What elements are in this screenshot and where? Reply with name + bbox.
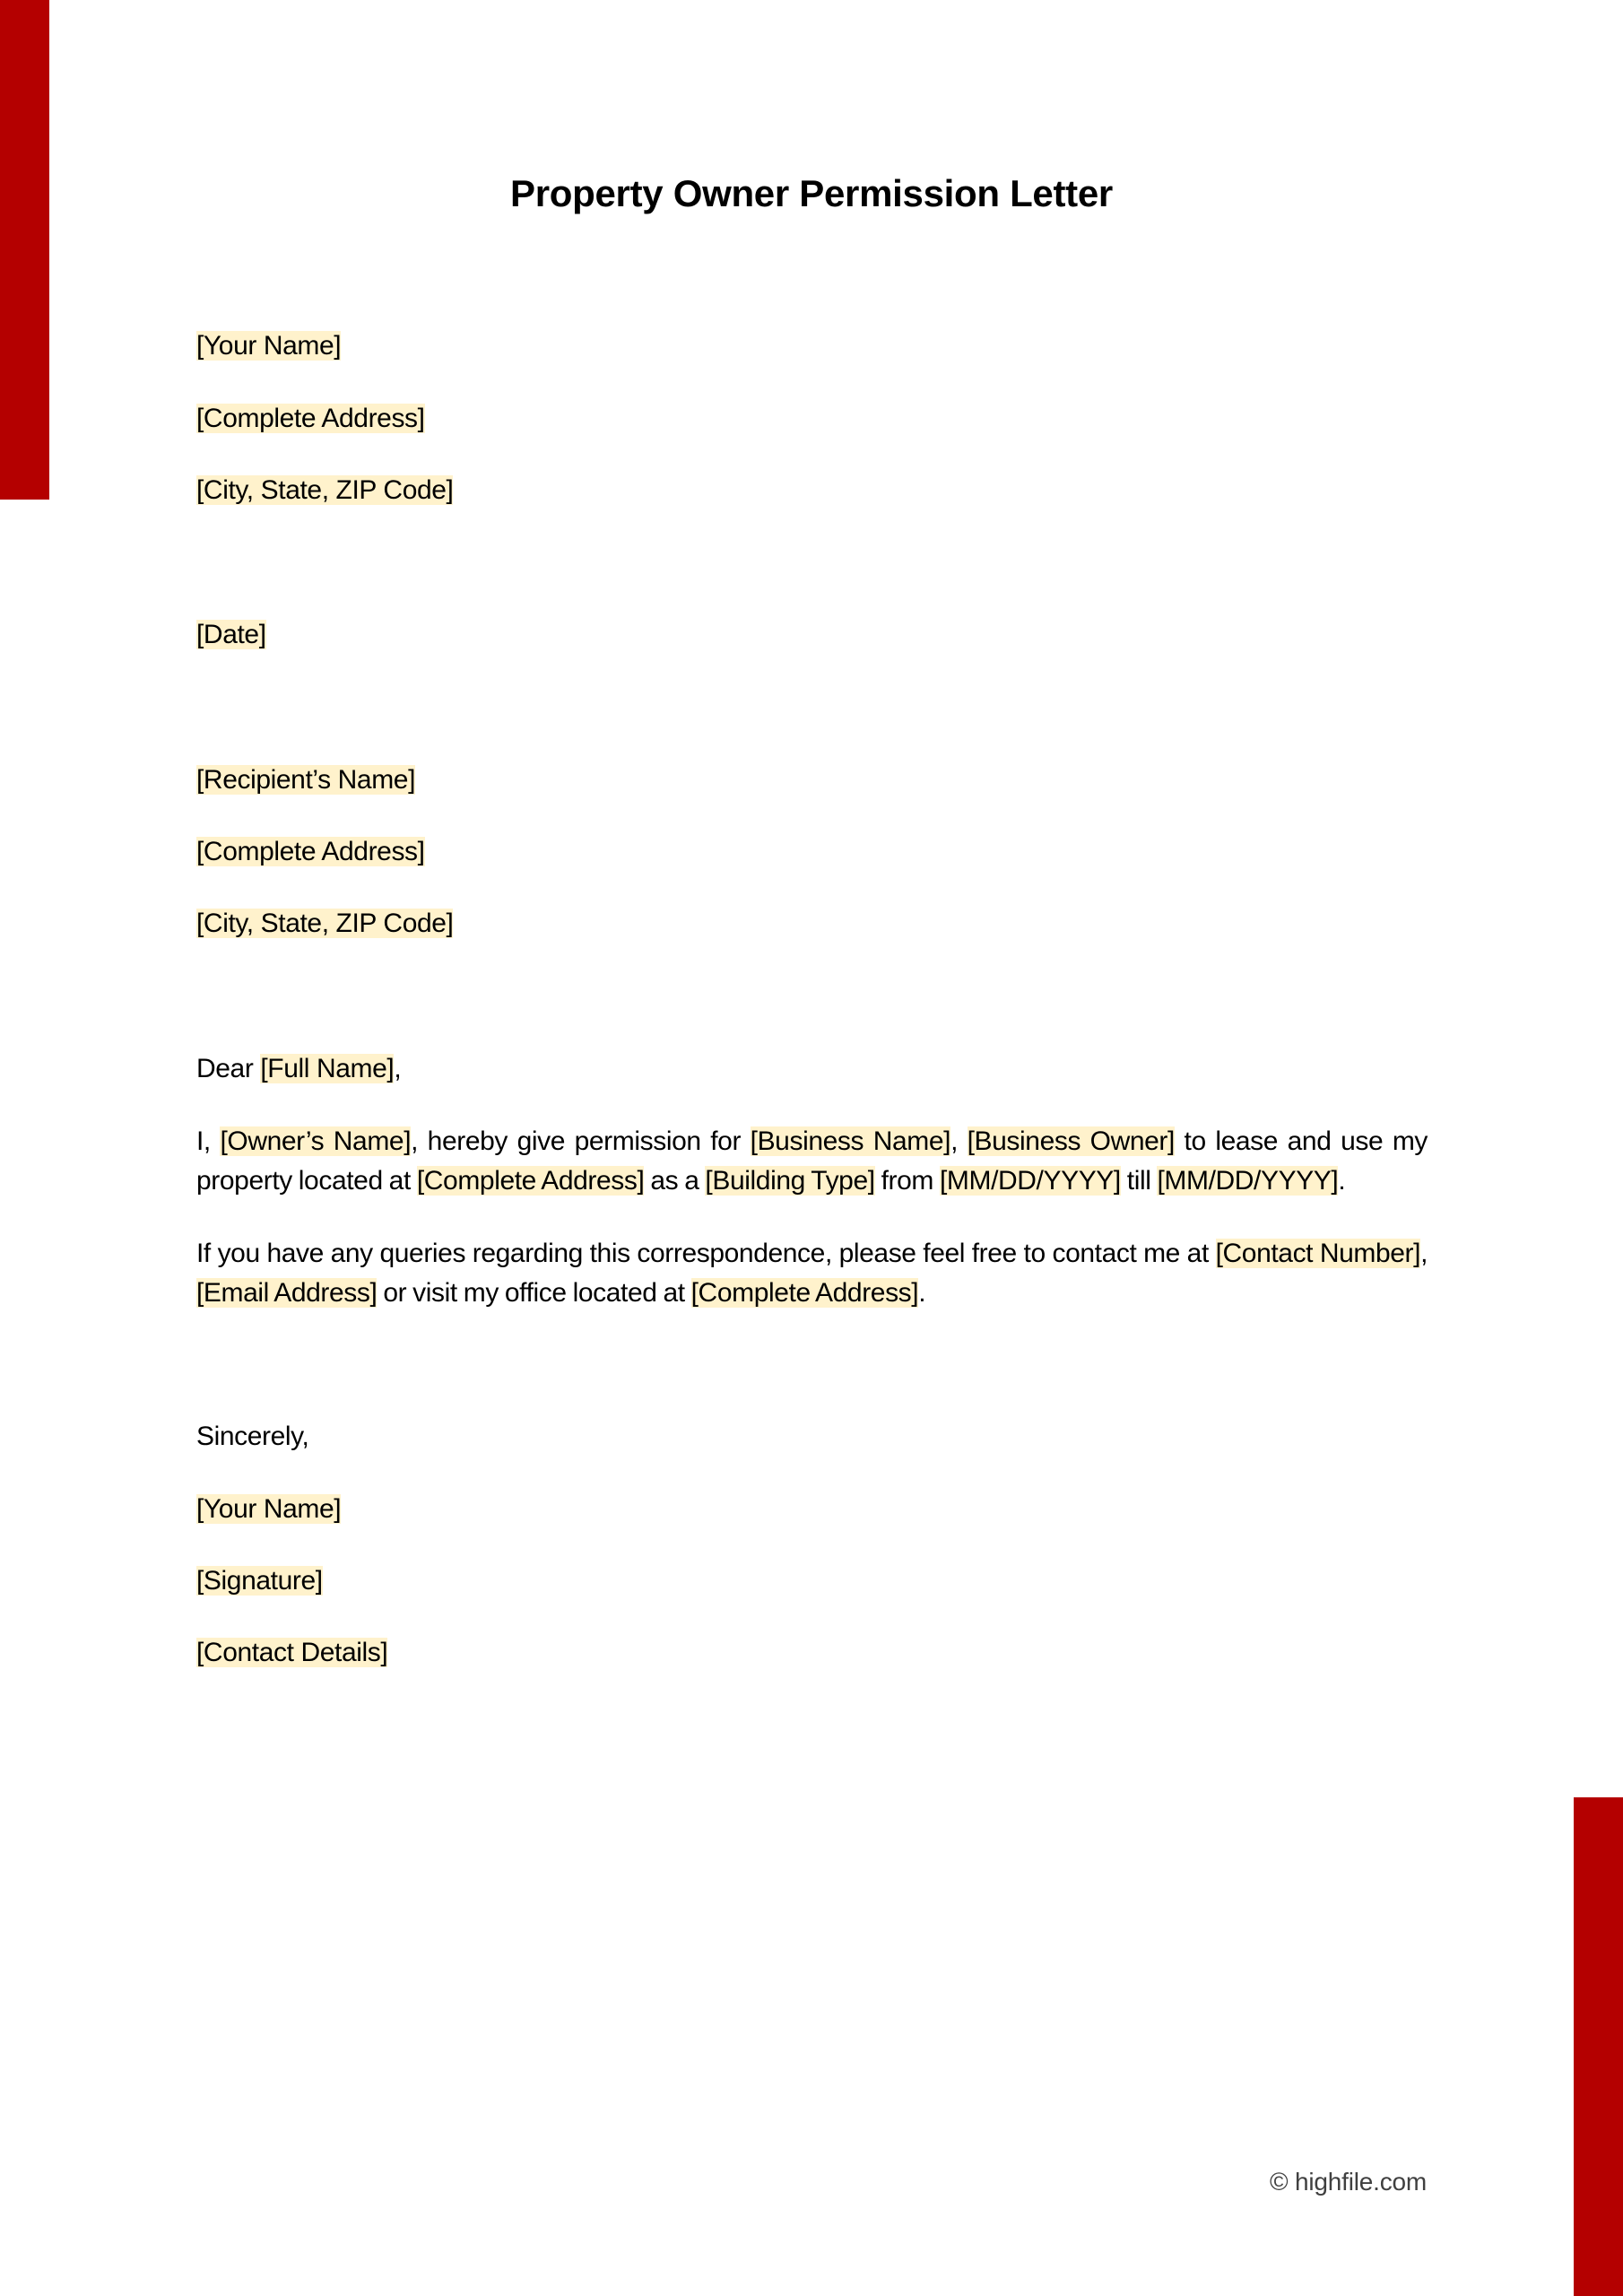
sender-name-line [196,328,341,364]
contact-paragraph [196,1234,1428,1312]
closing-name-placeholder[interactable]: [Your Name] [196,1494,342,1524]
document-title: Property Owner Permission Letter [510,172,1113,214]
full-name-placeholder[interactable]: [Full Name] [260,1054,395,1083]
salutation [196,1051,401,1087]
text: as a [644,1165,706,1196]
date-placeholder[interactable]: [Date] [196,620,266,649]
right-accent-bar [1574,1797,1623,2296]
signature-line [196,1563,323,1599]
contact-number-placeholder[interactable]: [Contact Number] [1215,1239,1421,1268]
copyright-footer: © highfile.com [1269,2168,1427,2196]
text: from [874,1165,940,1196]
owner-name-placeholder[interactable]: [Owner’s Name] [220,1126,412,1156]
recipient-name-line [196,762,415,798]
text: , [950,1126,968,1156]
property-address-placeholder[interactable]: [Complete Address] [416,1165,645,1196]
salutation-prefix: Dear [196,1054,261,1083]
permission-paragraph [196,1122,1428,1200]
recipient-city-line [196,906,453,942]
text: If you have any queries regarding this correspondence, please feel free to contact me at [196,1239,1216,1268]
email-address-placeholder[interactable]: [Email Address] [196,1277,378,1308]
left-accent-bar [0,0,49,500]
sender-address-line [196,401,425,437]
valediction: Sincerely, [196,1422,309,1451]
end-date-placeholder[interactable]: [MM/DD/YYYY] [1157,1165,1339,1196]
contact-details-line [196,1635,387,1671]
closing-name-line [196,1492,341,1527]
text: , [1420,1239,1428,1268]
text: to lease and use my property located at [196,1126,1428,1196]
text: . [1338,1165,1346,1196]
sender-address-placeholder[interactable]: [Complete Address] [196,404,425,433]
text: or visit my office located at [377,1277,691,1308]
start-date-placeholder[interactable]: [MM/DD/YYYY] [939,1165,1121,1196]
building-type-placeholder[interactable]: [Building Type] [705,1165,875,1196]
sender-name-placeholder[interactable]: [Your Name] [196,331,342,361]
text: till [1120,1165,1158,1196]
text: I, [196,1126,221,1156]
business-owner-placeholder[interactable]: [Business Owner] [967,1126,1175,1156]
recipient-address-placeholder[interactable]: [Complete Address] [196,837,425,866]
signature-placeholder[interactable]: [Signature] [196,1566,323,1596]
contact-details-placeholder[interactable]: [Contact Details] [196,1638,388,1667]
sender-city-line [196,473,453,509]
date-line [196,617,266,653]
recipient-name-placeholder[interactable]: [Recipient’s Name] [196,765,416,795]
sender-city-state-zip-placeholder[interactable]: [City, State, ZIP Code] [196,475,454,505]
recipient-city-state-zip-placeholder[interactable]: [City, State, ZIP Code] [196,909,454,938]
text: , hereby give permission for [411,1126,751,1156]
salutation-suffix: , [394,1054,402,1083]
business-name-placeholder[interactable]: [Business Name] [750,1126,951,1156]
recipient-address-line [196,834,425,870]
text: . [918,1277,926,1308]
office-address-placeholder[interactable]: [Complete Address] [690,1277,919,1308]
